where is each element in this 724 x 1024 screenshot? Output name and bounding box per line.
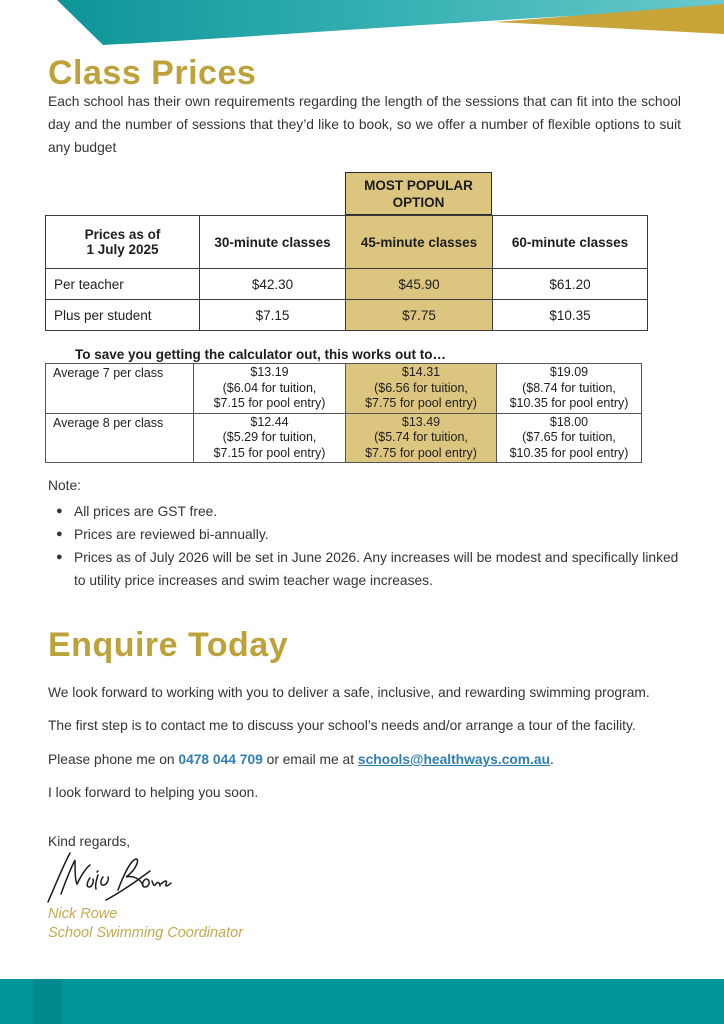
cell-total: $18.00 bbox=[549, 414, 589, 429]
row-label-per-teacher: Per teacher bbox=[46, 269, 200, 300]
header-decoration bbox=[0, 0, 724, 56]
note-section bbox=[48, 474, 686, 592]
cell-tuition: ($6.56 for tuition, bbox=[374, 380, 468, 395]
row-label-plus-per-student: Plus per student bbox=[46, 300, 200, 331]
footer-accent-square bbox=[33, 979, 62, 1024]
enquire-paragraph-2: The first step is to contact me to discuss your school’s needs and/or arrange a tour of the facility. bbox=[48, 718, 636, 733]
breakdown-cell bbox=[497, 413, 642, 463]
phone-link[interactable]: 0478 044 709 bbox=[178, 752, 263, 767]
email-link[interactable]: schools@healthways.com.au bbox=[357, 752, 550, 767]
corner-header-line2: 1 July 2025 bbox=[86, 242, 159, 257]
corner-header-line1: Prices as of bbox=[84, 227, 161, 242]
price-cell: $61.20 bbox=[493, 269, 648, 300]
cell-total: $19.09 bbox=[549, 365, 589, 379]
cell-pool: $7.75 for pool entry) bbox=[365, 445, 477, 460]
cell-tuition: ($6.04 for tuition, bbox=[222, 380, 317, 395]
signature-image bbox=[46, 850, 176, 905]
contact-text-mid: or email me at bbox=[262, 752, 358, 767]
note-label: Note: bbox=[48, 478, 81, 493]
cell-pool: $7.15 for pool entry) bbox=[213, 445, 326, 460]
cell-tuition: ($5.74 for tuition, bbox=[374, 430, 468, 444]
cell-total: $12.44 bbox=[250, 414, 289, 429]
price-cell: $7.75 bbox=[346, 300, 493, 331]
table-row bbox=[46, 413, 642, 463]
contact-paragraph bbox=[48, 749, 686, 771]
bullet-icon: ● bbox=[56, 528, 63, 540]
cell-total: $13.49 bbox=[401, 414, 441, 429]
enquire-paragraph-1: We look forward to working with you to deliver a safe, inclusive, and rewarding swimming program. bbox=[48, 685, 650, 700]
signer-role: School Swimming Coordinator bbox=[48, 925, 244, 941]
row-label-average-8: Average 8 per class bbox=[46, 413, 194, 463]
note-bullet-text: Prices are reviewed bi-annually. bbox=[74, 527, 269, 542]
intro-paragraph: Each school has their own requirements regarding the length of the sessions that can fit into the school day and the number of sessions that they’d like to book, so we offer a number of flexible options to suit any budget bbox=[48, 94, 681, 155]
price-cell: $7.15 bbox=[200, 300, 346, 331]
cell-pool: $7.75 for pool entry) bbox=[365, 396, 477, 410]
breakdown-cell bbox=[194, 364, 346, 414]
cell-pool: $7.15 for pool entry) bbox=[213, 396, 326, 410]
price-table bbox=[45, 215, 648, 331]
cell-tuition: ($7.65 for tuition, bbox=[522, 430, 616, 444]
cell-total: $14.31 bbox=[401, 365, 441, 379]
closing-text: Kind regards, bbox=[48, 834, 131, 849]
contact-text-before: Please phone me on bbox=[48, 752, 179, 767]
column-header-45min: 45-minute classes bbox=[346, 216, 493, 269]
price-cell: $42.30 bbox=[200, 269, 346, 300]
table-row bbox=[46, 300, 648, 331]
page-title: Class Prices bbox=[48, 54, 257, 92]
list-item bbox=[48, 500, 686, 523]
table-row bbox=[46, 364, 642, 414]
signer-name: Nick Rowe bbox=[48, 906, 118, 922]
most-popular-banner bbox=[345, 172, 492, 215]
contact-text-after: . bbox=[550, 752, 554, 767]
note-bullet-text: Prices as of July 2026 will be set in June 2026. Any increases will be modest and specifically linked to utility price increases and swim teacher wage increases. bbox=[74, 550, 679, 588]
most-popular-label: MOST POPULAR OPTION bbox=[364, 177, 473, 210]
list-item bbox=[48, 546, 686, 592]
bullet-icon: ● bbox=[56, 505, 63, 517]
list-item bbox=[48, 523, 686, 546]
cell-tuition: ($5.29 for tuition, bbox=[222, 430, 317, 444]
enquire-paragraph-4: I look forward to helping you soon. bbox=[48, 785, 259, 800]
table-row bbox=[46, 269, 648, 300]
calculator-table-title: To save you getting the calculator out, this works out to… bbox=[75, 347, 447, 362]
bullet-icon: ● bbox=[56, 551, 63, 563]
cell-tuition: ($8.74 for tuition, bbox=[522, 380, 616, 395]
section-title-enquire: Enquire Today bbox=[48, 626, 289, 664]
price-table-corner-header bbox=[46, 216, 200, 269]
calculator-table bbox=[45, 363, 642, 463]
column-header-60min: 60-minute classes bbox=[493, 216, 648, 269]
cell-pool: $10.35 for pool entry) bbox=[509, 396, 629, 410]
breakdown-cell bbox=[346, 364, 497, 414]
footer-decoration-bar bbox=[0, 979, 724, 1024]
price-cell: $45.90 bbox=[346, 269, 493, 300]
cell-pool: $10.35 for pool entry) bbox=[509, 445, 629, 460]
note-bullet-text: All prices are GST free. bbox=[74, 504, 218, 519]
breakdown-cell bbox=[194, 413, 346, 463]
price-table-header-row bbox=[46, 216, 648, 269]
cell-total: $13.19 bbox=[250, 365, 289, 379]
breakdown-cell bbox=[497, 364, 642, 414]
column-header-30min: 30-minute classes bbox=[200, 216, 346, 269]
breakdown-cell bbox=[346, 413, 497, 463]
price-cell: $10.35 bbox=[493, 300, 648, 331]
row-label-average-7: Average 7 per class bbox=[46, 364, 194, 414]
